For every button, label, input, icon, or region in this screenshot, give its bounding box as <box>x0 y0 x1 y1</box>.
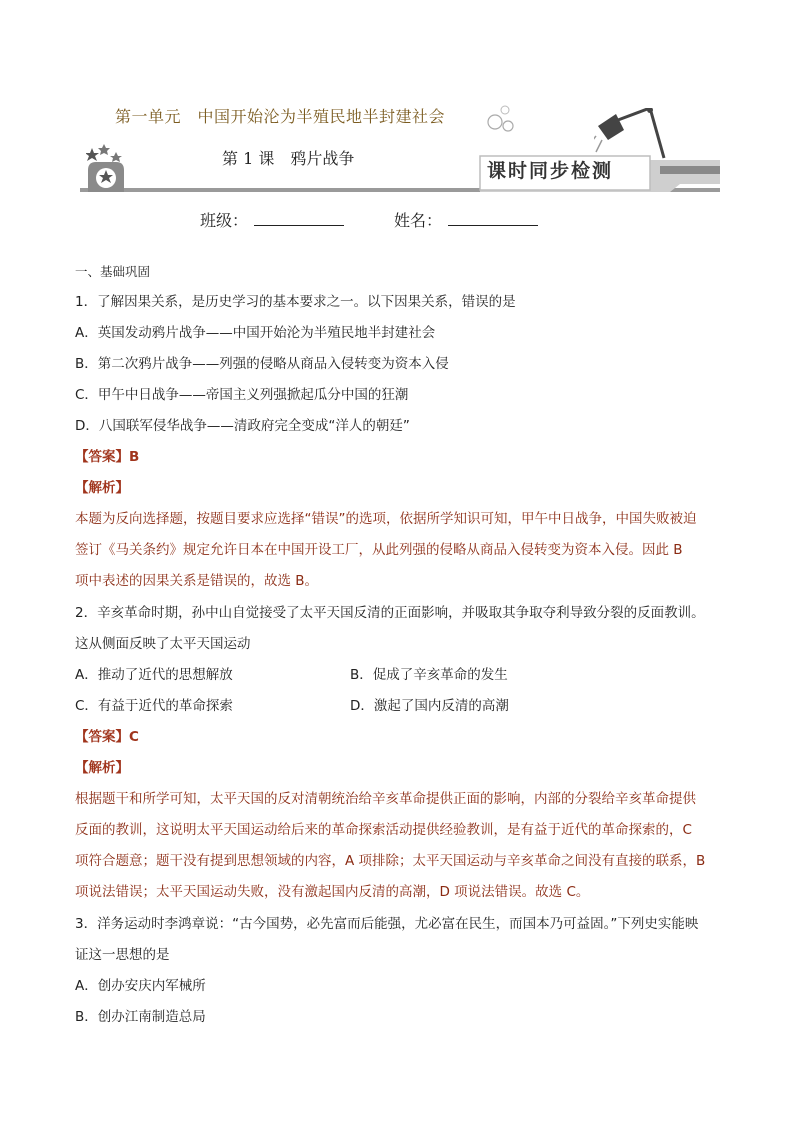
q3-option-b: B．创办江南制造总局 <box>75 1009 206 1025</box>
bubbles-decoration-icon <box>485 96 525 136</box>
q2-answer: 【答案】C <box>75 729 139 745</box>
q1-option-a: A．英国发动鸦片战争——中国开始沦为半殖民地半封建社会 <box>75 325 436 341</box>
q1-analysis-line: 本题为反向选择题，按题目要求应选择“错误”的选项，依据所学知识可知，甲午中日战争，中国失败被迫 <box>75 511 697 527</box>
name-label: 姓名： <box>394 211 443 230</box>
q2-option-c: C．有益于近代的革命探索 <box>75 698 233 714</box>
name-blank <box>448 211 538 226</box>
q1-answer: 【答案】B <box>75 449 140 465</box>
q2-stem-line: 2．辛亥革命时期，孙中山自觉接受了太平天国反清的正面影响，并吸取其争取夺利导致分裂的反面教训。 <box>75 605 705 621</box>
q2-stem-line: 这从侧面反映了太平天国运动 <box>75 636 251 652</box>
class-field <box>200 208 344 231</box>
q3-option-a: A．创办安庆内军械所 <box>75 978 206 994</box>
q2-analysis-line: 根据题干和所学可知，太平天国的反对清朝统治给辛亥革命提供正面的影响，内部的分裂给辛亥革命提供 <box>75 791 696 807</box>
q2-analysis-line: 项说法错误；太平天国运动失败，没有激起国内反清的高潮，D 项说法错误。故选 C。 <box>75 884 590 900</box>
star-badge-icon <box>86 144 130 196</box>
q1-option-c: C．甲午中日战争——帝国主义列强掀起瓜分中国的狂潮 <box>75 387 409 403</box>
q1-option-b: B．第二次鸦片战争——列强的侵略从商品入侵转变为资本入侵 <box>75 356 449 372</box>
q1-analysis-label: 【解析】 <box>75 480 129 496</box>
class-label: 班级： <box>200 211 249 230</box>
q2-option-d: D．激起了国内反清的高潮 <box>350 698 509 714</box>
q2-analysis-line: 项符合题意；题干没有提到思想领域的内容，A 项排除；太平天国运动与辛亥革命之间没有直接的联系，B <box>75 853 706 869</box>
q1-option-d: D．八国联军侵华战争——清政府完全变成“洋人的朝廷” <box>75 418 410 434</box>
q2-analysis-line: 反面的教训，这说明太平天国运动给后来的革命探索活动提供经验教训，是有益于近代的革命探索的，C <box>75 822 692 838</box>
header-band-decoration <box>80 150 720 195</box>
q2-option-b: B．促成了辛亥革命的发生 <box>350 667 508 683</box>
unit-title: 第一单元 中国开始沦为半殖民地半封建社会 <box>115 107 446 126</box>
q1-stem: 1．了解因果关系，是历史学习的基本要求之一。以下因果关系，错误的是 <box>75 294 516 310</box>
q1-analysis-line: 签订《马关条约》规定允许日本在中国开设工厂，从此列强的侵略从商品入侵转变为资本入侵。因此 B <box>75 542 683 558</box>
q1-analysis-line: 项中表述的因果关系是错误的，故选 B。 <box>75 573 319 589</box>
section-banner: 课时同步检测 <box>487 160 614 182</box>
name-field <box>394 208 538 231</box>
q2-option-a: A．推动了近代的思想解放 <box>75 667 233 683</box>
lesson-title: 第 1 课 鸦片战争 <box>222 149 355 168</box>
class-blank <box>254 211 344 226</box>
section-heading: 一、基础巩固 <box>75 264 151 279</box>
q3-stem-line: 3．洋务运动时李鸿章说：“古今国势，必先富而后能强，尤必富在民生，而国本乃可益固。”下列史实能映 <box>75 916 699 932</box>
q2-analysis-label: 【解析】 <box>75 760 129 776</box>
q3-stem-line: 证这一思想的是 <box>75 947 170 963</box>
